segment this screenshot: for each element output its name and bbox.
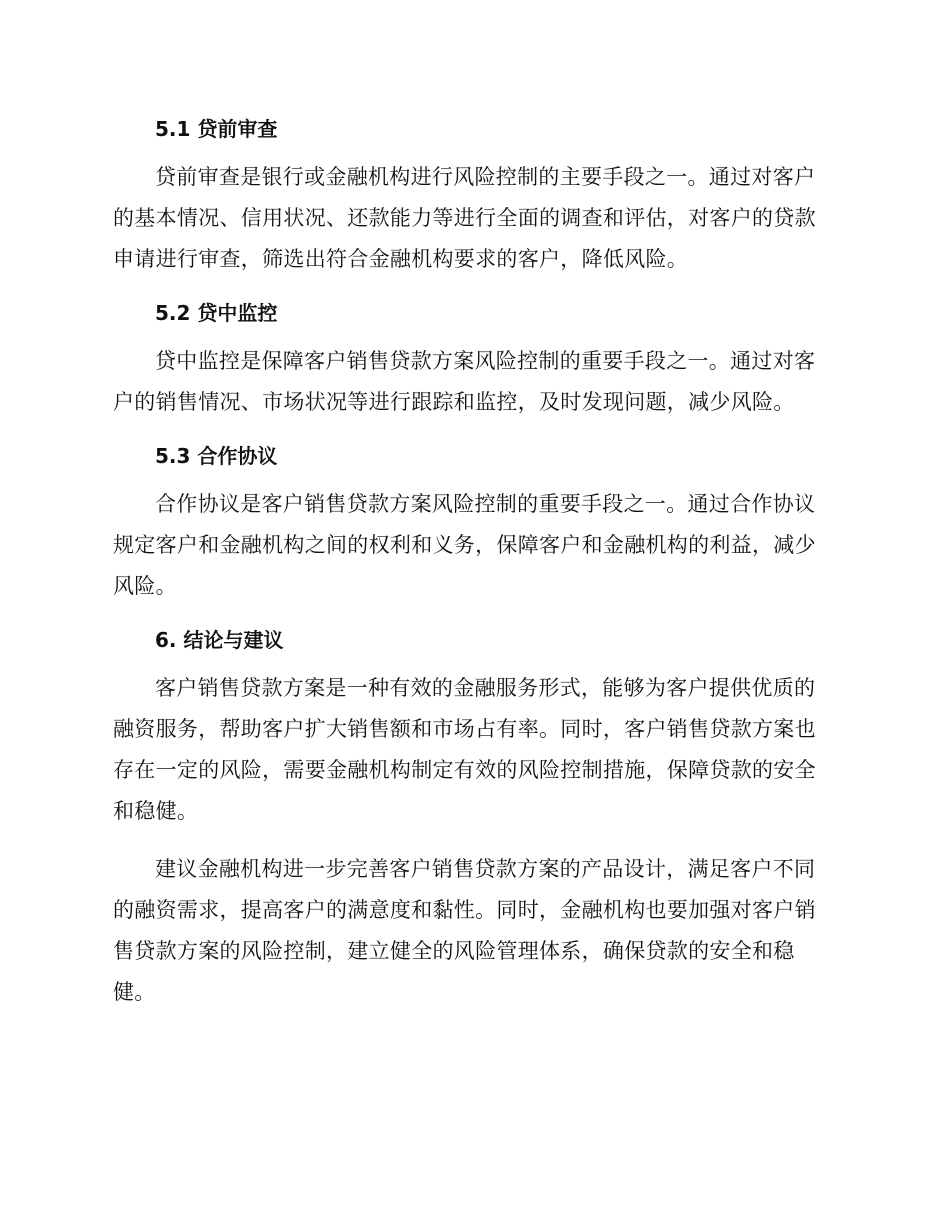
paragraph-line: 售贷款方案的风险控制，建立健全的风险管理体系，确保贷款的安全和稳: [113, 939, 795, 963]
paragraph-line: 贷中监控是保障客户销售贷款方案风险控制的重要手段之一。通过对客: [155, 349, 816, 373]
paragraph-line: 贷前审查是银行或金融机构进行风险控制的主要手段之一。通过对客户: [155, 165, 816, 189]
section-6-paragraph-2: [113, 849, 830, 1013]
section-heading-6: 6. 结论与建议: [155, 628, 284, 652]
paragraph-line: 存在一定的风险，需要金融机构制定有效的风险控制措施，保障贷款的安全: [113, 758, 816, 782]
paragraph-line: 和稳健。: [113, 799, 199, 823]
paragraph-line: 合作协议是客户销售贷款方案风险控制的重要手段之一。通过合作协议: [155, 492, 816, 516]
paragraph-line: 融资服务，帮助客户扩大销售额和市场占有率。同时，客户销售贷款方案也: [113, 717, 816, 741]
paragraph-line: 建议金融机构进一步完善客户销售贷款方案的产品设计，满足客户不同: [155, 857, 816, 881]
paragraph-line: 健。: [113, 980, 156, 1004]
paragraph-line: 的融资需求，提高客户的满意度和黏性。同时，金融机构也要加强对客户销: [113, 898, 816, 922]
section-heading-5-1: 5.1 贷前审查: [155, 117, 278, 141]
section-6-paragraph-1: [113, 668, 830, 832]
paragraph-line: 风险。: [113, 574, 177, 598]
paragraph-line: 客户销售贷款方案是一种有效的金融服务形式，能够为客户提供优质的: [155, 676, 816, 700]
section-heading-5-2: 5.2 贷中监控: [155, 301, 278, 325]
section-heading-5-3: 5.3 合作协议: [155, 444, 278, 468]
paragraph-line: 申请进行审查，筛选出符合金融机构要求的客户，降低风险。: [113, 247, 689, 271]
section-5-3-paragraph: [113, 484, 830, 607]
paragraph-line: 户的销售情况、市场状况等进行跟踪和监控，及时发现问题，减少风险。: [113, 390, 795, 414]
section-5-2-paragraph: [113, 341, 830, 423]
paragraph-line: 的基本情况、信用状况、还款能力等进行全面的调查和评估，对客户的贷款: [113, 206, 816, 230]
section-5-1-paragraph: [113, 157, 830, 280]
paragraph-line: 规定客户和金融机构之间的权利和义务，保障客户和金融机构的利益，减少: [113, 533, 816, 557]
